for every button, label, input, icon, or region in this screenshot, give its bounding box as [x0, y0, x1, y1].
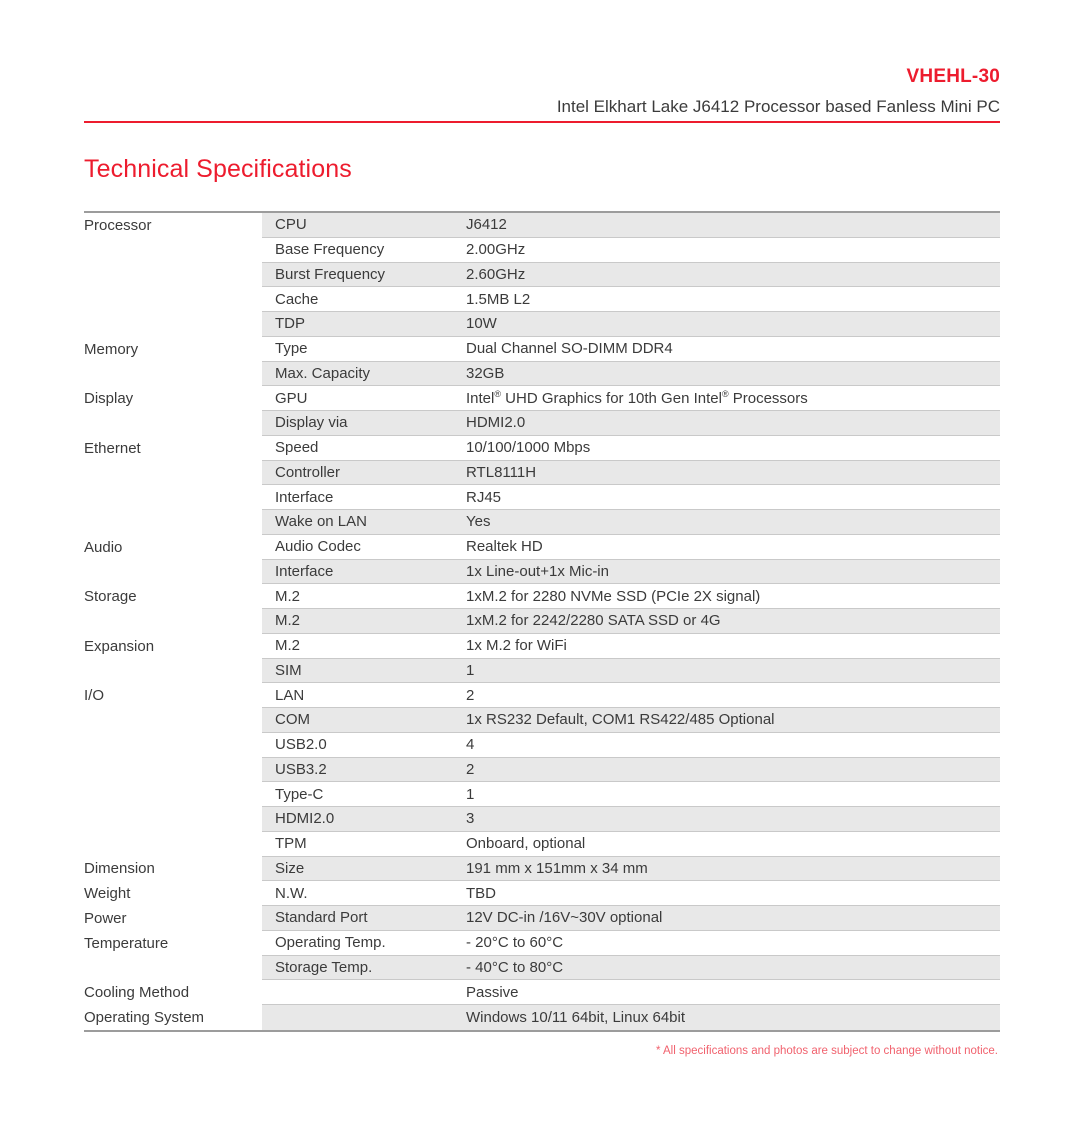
spec-row — [84, 213, 1000, 238]
spec-category: Dimension — [84, 857, 262, 882]
spec-row — [84, 931, 1000, 956]
spec-row — [84, 634, 1000, 659]
spec-row — [84, 337, 1000, 362]
spec-sub — [262, 560, 1000, 585]
spec-row — [84, 386, 1000, 411]
spec-value: 3 — [466, 810, 475, 828]
spec-value: TBD — [466, 884, 496, 902]
spec-value: 2.60GHz — [466, 265, 526, 283]
spec-row — [84, 980, 1000, 1005]
spec-value: Realtek HD — [466, 538, 543, 556]
spec-category: Storage — [84, 584, 262, 609]
spec-value: 4 — [466, 736, 475, 754]
spec-category — [84, 560, 262, 585]
spec-sub — [262, 213, 1000, 238]
spec-label: M.2 — [275, 637, 301, 655]
spec-category — [84, 312, 262, 337]
spec-sub — [262, 287, 1000, 312]
spec-row — [84, 881, 1000, 906]
spec-label: TPM — [275, 835, 307, 853]
spec-value: Dual Channel SO-DIMM DDR4 — [466, 340, 673, 358]
section-title: Technical Specifications — [84, 155, 352, 183]
spec-row — [84, 411, 1000, 436]
spec-sub — [262, 683, 1000, 708]
spec-sub — [262, 906, 1000, 931]
product-model-title: VHEHL-30 — [906, 66, 1000, 87]
spec-row — [84, 436, 1000, 461]
spec-value: 1x RS232 Default, COM1 RS422/485 Optional — [466, 711, 775, 729]
spec-category — [84, 287, 262, 312]
spec-row — [84, 485, 1000, 510]
spec-label: Operating Temp. — [275, 934, 386, 952]
spec-label: Max. Capacity — [275, 364, 371, 382]
spec-row — [84, 832, 1000, 857]
spec-label: Interface — [275, 562, 334, 580]
spec-table-rows — [84, 213, 1000, 1030]
spec-label: TDP — [275, 315, 305, 333]
spec-value: Yes — [466, 513, 491, 531]
spec-category: Memory — [84, 337, 262, 362]
spec-value: 2 — [466, 686, 475, 704]
spec-value: Windows 10/11 64bit, Linux 64bit — [466, 1008, 686, 1026]
spec-category: Temperature — [84, 931, 262, 956]
spec-label: Standard Port — [275, 909, 368, 927]
spec-value: 2 — [466, 760, 475, 778]
spec-category — [84, 510, 262, 535]
spec-sub — [262, 659, 1000, 684]
spec-label: Cache — [275, 290, 319, 308]
spec-value: 10W — [466, 315, 497, 333]
spec-row — [84, 659, 1000, 684]
spec-sub — [262, 956, 1000, 981]
spec-sub — [262, 832, 1000, 857]
spec-row — [84, 782, 1000, 807]
spec-sub — [262, 634, 1000, 659]
spec-row — [84, 362, 1000, 387]
spec-row — [84, 461, 1000, 486]
spec-sub — [262, 931, 1000, 956]
spec-category — [84, 238, 262, 263]
spec-category: Weight — [84, 881, 262, 906]
spec-label: USB3.2 — [275, 760, 327, 778]
spec-row — [84, 287, 1000, 312]
spec-label: M.2 — [275, 612, 301, 630]
spec-row — [84, 733, 1000, 758]
spec-row — [84, 758, 1000, 783]
spec-category: Ethernet — [84, 436, 262, 461]
spec-category — [84, 362, 262, 387]
spec-sub — [262, 758, 1000, 783]
spec-sub — [262, 708, 1000, 733]
spec-sub — [262, 263, 1000, 288]
spec-value: RJ45 — [466, 488, 502, 506]
spec-value: Passive — [466, 983, 519, 1001]
spec-value: 1x M.2 for WiFi — [466, 637, 567, 655]
spec-sub — [262, 584, 1000, 609]
spec-sub — [262, 386, 1000, 411]
spec-value: 1.5MB L2 — [466, 290, 531, 308]
spec-category — [84, 733, 262, 758]
spec-row — [84, 857, 1000, 882]
spec-sub — [262, 461, 1000, 486]
spec-category — [84, 758, 262, 783]
spec-value: 10/100/1000 Mbps — [466, 439, 591, 457]
spec-value: 12V DC-in /16V~30V optional — [466, 909, 663, 927]
spec-sub — [262, 362, 1000, 387]
spec-category: Audio — [84, 535, 262, 560]
spec-label: Interface — [275, 488, 334, 506]
footnote: * All specifications and photos are subject to change without notice. — [655, 1045, 998, 1057]
spec-category: Display — [84, 386, 262, 411]
product-subtitle: Intel Elkhart Lake J6412 Processor based Fanless Mini PC — [556, 97, 1000, 116]
spec-category: I/O — [84, 683, 262, 708]
spec-sub — [262, 485, 1000, 510]
spec-sub — [262, 782, 1000, 807]
spec-label: Type — [275, 340, 308, 358]
spec-value: - 40°C to 80°C — [466, 958, 564, 976]
spec-label: GPU — [275, 389, 308, 407]
spec-sub — [262, 807, 1000, 832]
spec-row — [84, 560, 1000, 585]
spec-value: 1x Line-out+1x Mic-in — [466, 562, 609, 580]
spec-value: Onboard, optional — [466, 835, 586, 853]
spec-row — [84, 956, 1000, 981]
spec-category: Cooling Method — [84, 980, 262, 1005]
spec-row — [84, 906, 1000, 931]
spec-value: 1 — [466, 661, 475, 679]
spec-category — [84, 782, 262, 807]
spec-label: SIM — [275, 661, 302, 679]
spec-value: - 20°C to 60°C — [466, 934, 564, 952]
spec-label: COM — [275, 711, 310, 729]
spec-category — [84, 411, 262, 436]
spec-sub — [262, 535, 1000, 560]
spec-sub — [262, 1005, 1000, 1030]
spec-value: 191 mm x 151mm x 34 mm — [466, 859, 648, 877]
spec-label: Display via — [275, 414, 348, 432]
spec-row — [84, 238, 1000, 263]
spec-sub — [262, 312, 1000, 337]
spec-row — [84, 263, 1000, 288]
spec-value: 2.00GHz — [466, 241, 526, 259]
spec-value: HDMI2.0 — [466, 414, 526, 432]
spec-table — [84, 211, 1000, 1032]
spec-label: Size — [275, 859, 305, 877]
spec-category — [84, 659, 262, 684]
spec-label: Burst Frequency — [275, 265, 386, 283]
spec-category: Power — [84, 906, 262, 931]
spec-row — [84, 609, 1000, 634]
spec-value: J6412 — [466, 216, 507, 234]
spec-label: M.2 — [275, 587, 301, 605]
spec-category: Operating System — [84, 1005, 262, 1030]
spec-label: LAN — [275, 686, 305, 704]
spec-label: Controller — [275, 463, 341, 481]
spec-value: 1xM.2 for 2242/2280 SATA SSD or 4G — [466, 612, 721, 630]
spec-sub — [262, 337, 1000, 362]
spec-sub — [262, 238, 1000, 263]
spec-sub — [262, 733, 1000, 758]
spec-category — [84, 832, 262, 857]
spec-sub — [262, 411, 1000, 436]
spec-label: Base Frequency — [275, 241, 385, 259]
spec-row — [84, 312, 1000, 337]
spec-label: CPU — [275, 216, 307, 234]
spec-category — [84, 263, 262, 288]
spec-row — [84, 584, 1000, 609]
spec-category — [84, 708, 262, 733]
spec-row — [84, 683, 1000, 708]
spec-value: Intel® UHD Graphics for 10th Gen Intel® Processors — [466, 388, 808, 407]
spec-value: RTL8111H — [466, 463, 537, 481]
spec-category — [84, 461, 262, 486]
spec-sub — [262, 980, 1000, 1005]
spec-category: Processor — [84, 213, 262, 238]
spec-value: 1 — [466, 785, 475, 803]
spec-value: 32GB — [466, 364, 505, 382]
spec-label: Wake on LAN — [275, 513, 367, 531]
spec-row — [84, 1005, 1000, 1030]
spec-label: Speed — [275, 439, 319, 457]
spec-sub — [262, 881, 1000, 906]
spec-sub — [262, 436, 1000, 461]
spec-row — [84, 510, 1000, 535]
header-rule — [84, 121, 1000, 123]
spec-row — [84, 535, 1000, 560]
spec-sub — [262, 857, 1000, 882]
spec-label: USB2.0 — [275, 736, 327, 754]
spec-category: Expansion — [84, 634, 262, 659]
spec-category — [84, 609, 262, 634]
spec-value: 1xM.2 for 2280 NVMe SSD (PCIe 2X signal) — [466, 587, 761, 605]
spec-row — [84, 708, 1000, 733]
spec-label: Audio Codec — [275, 538, 361, 556]
spec-label: N.W. — [275, 884, 308, 902]
spec-category — [84, 807, 262, 832]
spec-label: HDMI2.0 — [275, 810, 335, 828]
spec-row — [84, 807, 1000, 832]
spec-sub — [262, 609, 1000, 634]
spec-sub — [262, 510, 1000, 535]
spec-label: Storage Temp. — [275, 958, 373, 976]
spec-category — [84, 485, 262, 510]
spec-label: Type-C — [275, 785, 324, 803]
spec-category — [84, 956, 262, 981]
